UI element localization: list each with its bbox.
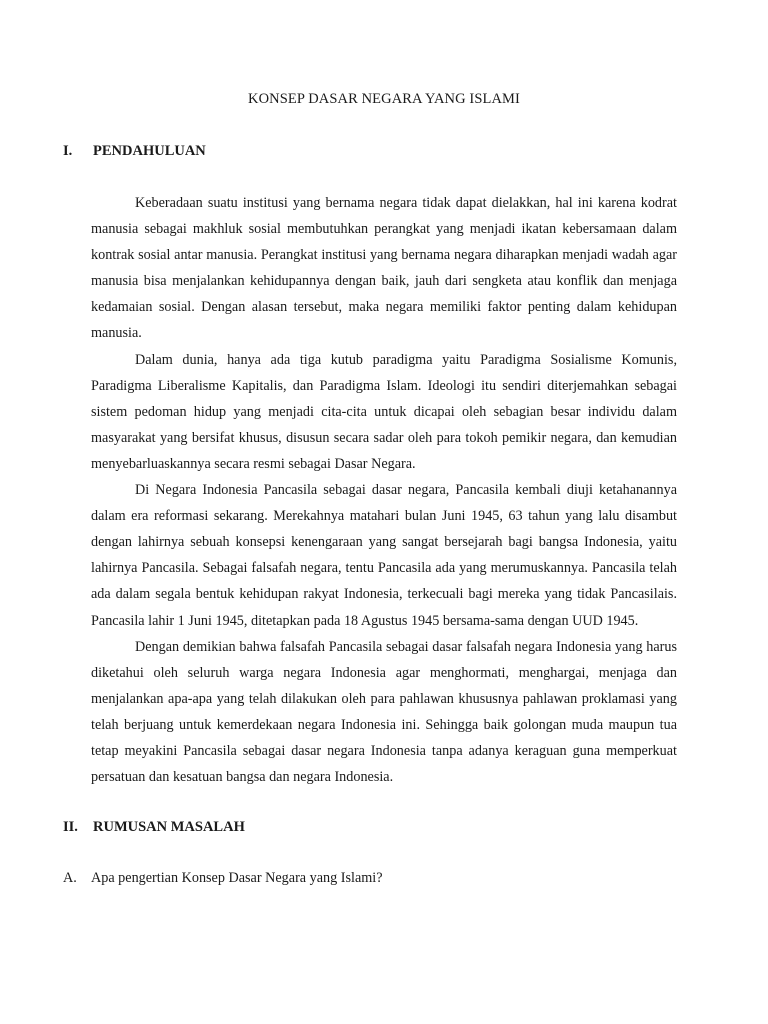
paragraph: Di Negara Indonesia Pancasila sebagai dasar negara, Pancasila kembali diuji ketahanannya dalam era reformasi sekarang. Merekahnya matahari bulan Juni 1945, 63 tahun yang lalu disambut dengan lahirnya sebuah konsepsi kenengaraan yang sangat bersejarah bagi bangsa Indonesia, yaitu lahirnya Pancasila. Sebagai falsafah negara, tentu Pancasila ada yang merumuskannya. Pancasila telah ada dalam segala bentuk kehidupan rakyat Indonesia, terkecuali bagi mereka yang tidak Pancasilais. Pancasila lahir 1 Juni 1945, ditetapkan pada 18 Agustus 1945 bersama-sama dengan UUD 1945. <box>91 482 677 629</box>
section-heading-rumusan-masalah <box>63 819 245 836</box>
section-heading-text: RUMUSAN MASALAH <box>93 819 245 835</box>
document-title: KONSEP DASAR NEGARA YANG ISLAMI <box>248 91 520 107</box>
section-heading-pendahuluan <box>63 143 206 160</box>
list-item <box>63 870 383 887</box>
paragraph: Dengan demikian bahwa falsafah Pancasila sebagai dasar falsafah negara Indonesia yang harus diketahui oleh seluruh warga negara Indonesia agar menghormati, menghargai, menjaga dan menjalankan apa-apa yang telah dilakukan oleh para pahlawan khususnya pahlawan proklamasi yang telah berjuang untuk kemerdekaan negara Indonesia ini. Sehingga baik golongan muda maupun tua tetap meyakini Pancasila sebagai dasar negara Indonesia tanpa adanya keraguan guna memperkuat persatuan dan kesatuan bangsa dan negara Indonesia. <box>91 638 677 786</box>
section-heading-text: PENDAHULUAN <box>93 143 206 159</box>
list-item-text: Apa pengertian Konsep Dasar Negara yang Islami? <box>91 870 383 886</box>
section-number: II. <box>63 819 78 835</box>
section-number: I. <box>63 143 73 159</box>
list-item-letter: A. <box>63 870 77 886</box>
paragraph: Keberadaan suatu institusi yang bernama negara tidak dapat dielakkan, hal ini karena kodrat manusia sebagai makhluk sosial membutuhkan perangkat yang menjadi ikatan kebersamaan dalam kontrak sosial antar manusia. Perangkat institusi yang bernama negara diharapkan menjadi wadah agar manusia bisa menjalankan kehidupannya dengan baik, jauh dari sengketa atau konflik dan menjaga kedamaian sosial. Dengan alasan tersebut, maka negara memiliki faktor penting dalam kehidupan manusia. <box>91 195 677 342</box>
section-body-pendahuluan <box>91 190 677 790</box>
paragraph: Dalam dunia, hanya ada tiga kutub paradigma yaitu Paradigma Sosialisme Komunis, Paradigma Liberalisme Kapitalis, dan Paradigma Islam. Ideologi itu sendiri diterjemahkan sebagai sistem pedoman hidup yang menjadi cita-cita untuk dicapai oleh sebagian besar individu dalam masyarakat yang bersifat khusus, disusun secara sadar oleh para tokoh pemikir negara, dan kemudian menyebarluaskannya secara resmi sebagai Dasar Negara. <box>91 351 677 472</box>
